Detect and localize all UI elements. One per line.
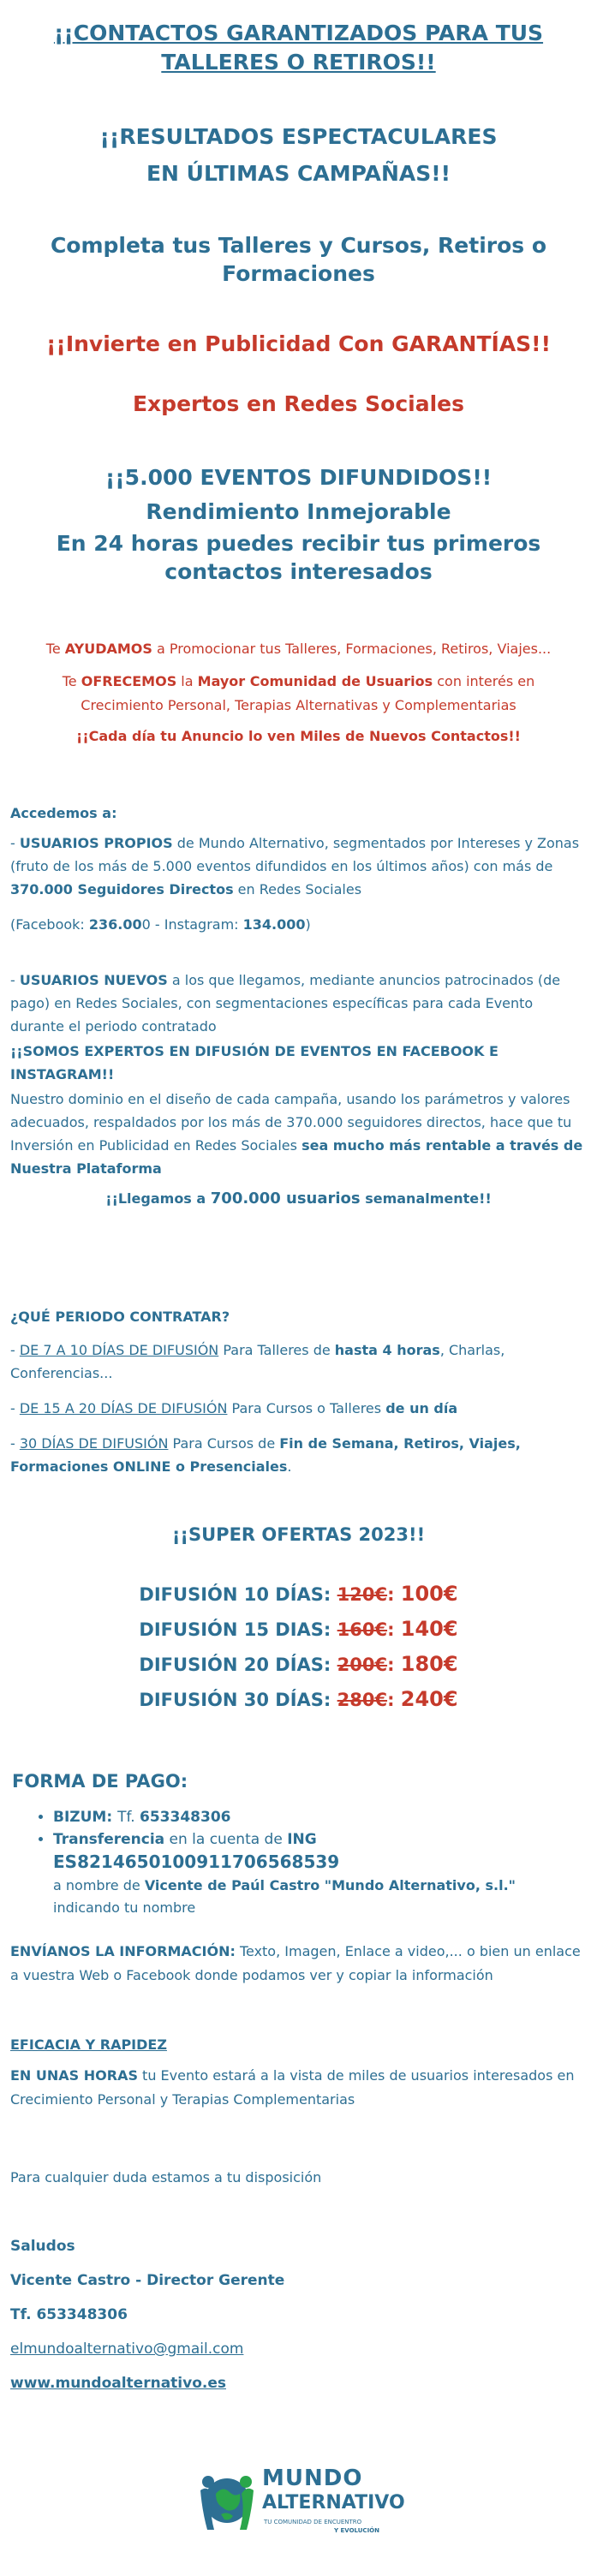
offer-old-price: 120€ <box>337 1584 388 1605</box>
period-option-2 <box>0 1397 597 1420</box>
access-counts-b: 236.00 <box>88 916 142 933</box>
promo-offer-b: OFRECEMOS <box>81 673 177 689</box>
bizum-phone: 653348306 <box>140 1809 231 1826</box>
logo-word-mundo: MUNDO <box>262 2466 363 2491</box>
offer-label: DIFUSIÓN 15 DIAS: <box>139 1619 337 1640</box>
access-new-a: - <box>10 972 20 988</box>
offer-separator: : <box>387 1584 401 1605</box>
efficacy-label: EN UNAS HORAS <box>10 2067 138 2084</box>
access-new-b: USUARIOS NUEVOS <box>19 972 168 988</box>
headline-invest-em: GARANTÍAS!! <box>391 331 551 356</box>
promo-offer-a: Te <box>62 673 81 689</box>
headline-complete-text: Completa tus Talleres y Cursos, Retiros o Formaciones <box>50 233 547 286</box>
signature <box>0 2229 597 2400</box>
access-own-users <box>0 832 597 901</box>
promo-help-c: a Promocionar tus Talleres, Formaciones, Retiros, Viajes... <box>152 641 552 657</box>
logo-tagline-2: Y EVOLUCIÓN <box>334 2527 379 2534</box>
offer-new-price: 100€ <box>400 1582 458 1606</box>
period1-c: Para Talleres de <box>218 1342 335 1358</box>
period2-c: Para Cursos o Talleres <box>227 1400 386 1416</box>
offer-row <box>0 1612 597 1647</box>
access-own-c: de Mundo Alternativo, segmentados por Intereses y Zonas (fruto de los más de 5.000 eventos difundidos en los últimos años) con más de <box>10 835 580 874</box>
promo-help <box>0 637 597 661</box>
period-title: ¿QUÉ PERIODO CONTRATAR? <box>10 1309 230 1325</box>
headline-performance-text: Rendimiento Inmejorable <box>146 499 451 524</box>
reach-c: semanalmente!! <box>360 1190 492 1207</box>
payment-transfer <box>53 1828 597 1919</box>
access-own-a: - <box>10 835 20 851</box>
promo-offer <box>0 670 597 718</box>
logo-tagline-1: TU COMUNIDAD DE ENCUENTRO <box>264 2519 362 2525</box>
offer-label: DIFUSIÓN 20 DÍAS: <box>139 1655 337 1675</box>
send-info-text <box>0 1940 597 1988</box>
experts-text <box>0 1088 597 1180</box>
access-counts-c: 0 - Instagram: <box>141 916 243 933</box>
send-info-label: ENVÍANOS LA INFORMACIÓN: <box>10 1943 236 1959</box>
transfer-holder: Vicente de Paúl Castro "Mundo Alternativo, s.l." <box>144 1877 516 1893</box>
experts-text-a: Nuestro dominio en el diseño de cada campaña, usando los parámetros y valores adecuados, respaldados por los más de 370.000 seguidores directos, hace que tu Inversión en Publicidad en Redes Sociales <box>10 1091 572 1154</box>
offer-separator: : <box>387 1690 401 1710</box>
headline-complete <box>0 231 597 288</box>
access-own-b: USUARIOS PROPIOS <box>19 835 173 851</box>
period1-e: , Charlas, Conferencias... <box>10 1342 505 1381</box>
reach-a: ¡¡Llegamos a <box>105 1190 211 1207</box>
offer-row <box>0 1682 597 1717</box>
efficacy-body: tu Evento estará a la vista de miles de usuarios interesados en Crecimiento Personal y Terapias Complementarias <box>10 2067 575 2108</box>
headline-events-text: ¡¡5.000 EVENTOS DIFUNDIDOS!! <box>104 465 493 490</box>
greeting: Saludos <box>10 2238 75 2255</box>
access-counts-d: 134.000 <box>242 916 306 933</box>
period2-d: de un día <box>385 1400 458 1416</box>
headline-experts <box>0 390 597 419</box>
headline-invest-text <box>0 330 597 359</box>
promo-offer-d: Mayor Comunidad de Usuarios <box>197 673 433 689</box>
signer-name: Vicente Castro - Director Gerente <box>10 2272 285 2289</box>
access-section <box>0 802 597 1210</box>
headline-24h-text: En 24 horas puedes recibir tus primeros contactos interesados <box>56 531 541 584</box>
signer-phone: Tf. 653348306 <box>10 2306 128 2323</box>
access-counts-e: ) <box>305 916 311 933</box>
offer-separator: : <box>387 1655 401 1675</box>
offer-new-price: 180€ <box>400 1652 458 1676</box>
payment-title: FORMA DE PAGO: <box>12 1771 188 1792</box>
offer-row <box>0 1577 597 1612</box>
offer-new-price: 240€ <box>400 1687 458 1711</box>
payment-section <box>0 1768 597 1919</box>
offer-row <box>0 1647 597 1682</box>
headline-events <box>0 461 597 586</box>
access-social-counts <box>0 913 597 936</box>
headline-invest-pre: ¡¡Invierte en Publicidad Con <box>46 331 392 356</box>
offer-old-price: 160€ <box>337 1619 388 1640</box>
transfer-holder-pre: a nombre de <box>53 1877 145 1893</box>
promo-daily: ¡¡Cada día tu Anuncio lo ven Miles de Nuevos Contactos!! <box>76 728 521 744</box>
send-info-body: Texto, Imagen, Enlace a video,... o bien un enlace a vuestra Web o Facebook donde podamos ver y copiar la información <box>10 1943 581 1983</box>
efficacy-title: EFICACIA Y RAPIDEZ <box>10 2036 167 2053</box>
efficacy-section <box>0 2033 597 2112</box>
offer-separator: : <box>387 1619 401 1640</box>
promo-offer-c: la <box>176 673 198 689</box>
help-text: Para cualquier duda estamos a tu disposición <box>10 2169 322 2185</box>
period3-e: . <box>287 1458 292 1475</box>
email-link[interactable]: elmundoalternativo@gmail.com <box>10 2340 244 2358</box>
help-line <box>0 2166 597 2189</box>
access-own-d: 370.000 Seguidores Directos <box>10 881 234 897</box>
access-title: Accedemos a: <box>10 805 117 821</box>
period1-b: DE 7 A 10 DÍAS DE DIFUSIÓN <box>19 1342 219 1358</box>
logo-word-alternativo: ALTERNATIVO <box>262 2492 405 2513</box>
period3-d: Fin de Semana, Retiros, Viajes, Formaciones ONLINE o Presenciales <box>10 1435 521 1475</box>
offers-list <box>0 1577 597 1717</box>
payment-methods <box>0 1806 597 1919</box>
period2-a: - <box>10 1400 20 1416</box>
globe-people-icon <box>197 2460 257 2545</box>
bizum-label: BIZUM: <box>53 1809 118 1826</box>
period3-c: Para Cursos de <box>168 1435 280 1452</box>
promo-help-b: AYUDAMOS <box>64 641 152 657</box>
period-option-3 <box>0 1432 597 1478</box>
access-new-c: a los que llegamos, mediante anuncios patrocinados (de pago) en Redes Sociales, con segmentaciones específicas para cada Evento durante el periodo contratado <box>10 972 561 1035</box>
access-counts-a: (Facebook: <box>10 916 89 933</box>
payment-bizum <box>53 1806 597 1828</box>
experts-text-b: sea mucho más rentable a través de Nuestra Plataforma <box>10 1137 583 1177</box>
period2-b: DE 15 A 20 DÍAS DE DIFUSIÓN <box>19 1400 228 1416</box>
period-section <box>0 1305 597 1478</box>
mundo-alternativo-logo <box>197 2460 403 2545</box>
transfer-text: en la cuenta de <box>164 1831 288 1848</box>
access-own-e: en Redes Sociales <box>233 881 362 897</box>
access-new-users <box>0 969 597 1038</box>
promo-offer-e: con interés en Crecimiento Personal, Terapias Alternativas y Complementarias <box>81 673 535 713</box>
period1-a: - <box>10 1342 20 1358</box>
experts-title: ¡¡SOMOS EXPERTOS EN DIFUSIÓN DE EVENTOS EN FACEBOOK E INSTAGRAM!! <box>10 1043 498 1082</box>
headline-experts-text: Expertos en Redes Sociales <box>132 391 465 416</box>
headline-contacts[interactable] <box>0 19 597 77</box>
promo-help-a: Te <box>45 641 65 657</box>
offers-title: ¡¡SUPER OFERTAS 2023!! <box>171 1524 426 1545</box>
promo-block <box>0 637 597 748</box>
headline-results-line1: ¡¡RESULTADOS ESPECTACULARES <box>99 124 498 149</box>
website-link[interactable]: www.mundoalternativo.es <box>10 2375 226 2392</box>
transfer-label: Transferencia <box>53 1831 165 1848</box>
send-info <box>0 1940 597 1988</box>
period3-a: - <box>10 1435 20 1452</box>
reach-line <box>0 1187 597 1210</box>
offer-label: DIFUSIÓN 10 DÍAS: <box>139 1584 337 1605</box>
transfer-iban: ES8214650100911706568539 <box>53 1852 340 1872</box>
transfer-bank: ING <box>287 1831 317 1848</box>
offer-old-price: 280€ <box>337 1690 388 1710</box>
reach-b: 700.000 usuarios <box>210 1190 361 1208</box>
offer-new-price: 140€ <box>400 1617 458 1641</box>
transfer-note: indicando tu nombre <box>53 1899 196 1916</box>
offers-section <box>0 1522 597 1717</box>
headline-contacts-link[interactable]: ¡¡CONTACTOS GARANTIZADOS PARA TUS TALLERES O RETIROS!! <box>53 21 544 75</box>
period1-d: hasta 4 horas <box>334 1342 440 1358</box>
period3-b: 30 DÍAS DE DIFUSIÓN <box>19 1435 169 1452</box>
bizum-tf: Tf. <box>117 1809 140 1826</box>
headline-invest <box>0 330 597 359</box>
offer-old-price: 200€ <box>337 1655 388 1675</box>
period-option-1 <box>0 1339 597 1385</box>
headline-results <box>0 118 597 192</box>
efficacy-text <box>0 2064 597 2112</box>
headline-results-line2: EN ÚLTIMAS CAMPAÑAS!! <box>146 161 451 186</box>
offer-label: DIFUSIÓN 30 DÍAS: <box>139 1690 337 1710</box>
